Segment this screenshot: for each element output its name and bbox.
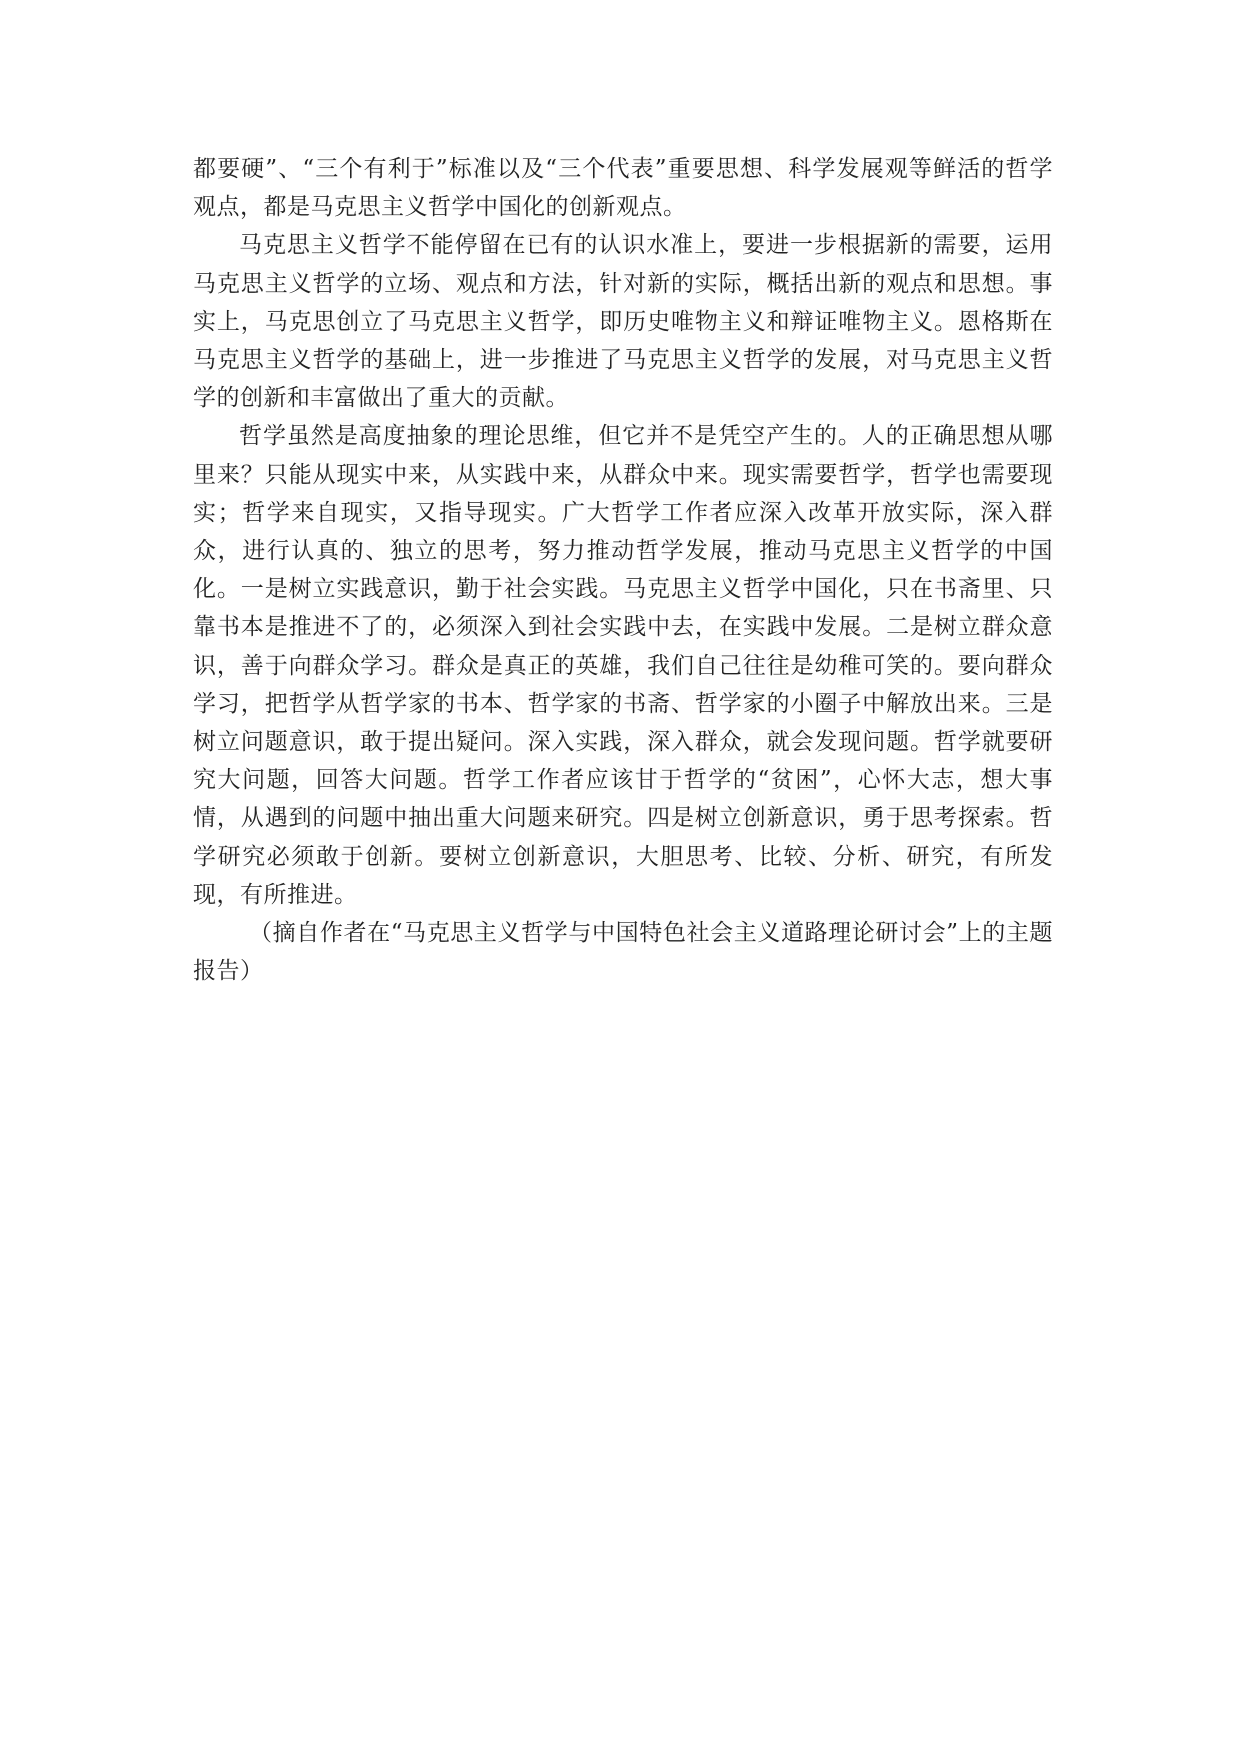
source-note: （摘自作者在“马克思主义哲学与中国特色社会主义道路理论研讨会”上的主题报告） xyxy=(193,920,1053,985)
document-body xyxy=(193,150,1053,990)
paragraph-marxist-philosophy-development: 马克思主义哲学不能停留在已有的认识水准上，要进一步根据新的需要，运用马克思主义哲学的立场、观点和方法，针对新的实际，概括出新的观点和思想。事实上，马克思创立了马克思主义哲学，即历史唯物主义和辩证唯物主义。恩格斯在马克思主义哲学的基础上，进一步推进了马克思主义哲学的发展，对马克思主义哲学的创新和丰富做出了重大的贡献。 xyxy=(193,232,1053,412)
paragraph-philosophy-from-practice: 哲学虽然是高度抽象的理论思维，但它并不是凭空产生的。人的正确思想从哪里来？只能从现实中来，从实践中来，从群众中来。现实需要哲学，哲学也需要现实；哲学来自现实，又指导现实。广大哲学工作者应深入改革开放实际，深入群众，进行认真的、独立的思考，努力推动哲学发展，推动马克思主义哲学的中国化。一是树立实践意识，勤于社会实践。马克思主义哲学中国化，只在书斋里、只靠书本是推进不了的，必须深入到社会实践中去，在实践中发展。二是树立群众意识，善于向群众学习。群众是真正的英雄，我们自己往往是幼稚可笑的。要向群众学习，把哲学从哲学家的书本、哲学家的书斋、哲学家的小圈子中解放出来。三是树立问题意识，敢于提出疑问。深入实践，深入群众，就会发现问题。哲学就要研究大问题，回答大问题。哲学工作者应该甘于哲学的“贫困”，心怀大志，想大事情，从遇到的问题中抽出重大问题来研究。四是树立创新意识，勇于思考探索。哲学研究必须敢于创新。要树立创新意识，大胆思考、比较、分析、研究，有所发现，有所推进。 xyxy=(193,423,1053,908)
paragraph-continuation: 都要硬”、“三个有利于”标准以及“三个代表”重要思想、科学发展观等鲜活的哲学观点，都是马克思主义哲学中国化的创新观点。 xyxy=(193,156,1053,221)
